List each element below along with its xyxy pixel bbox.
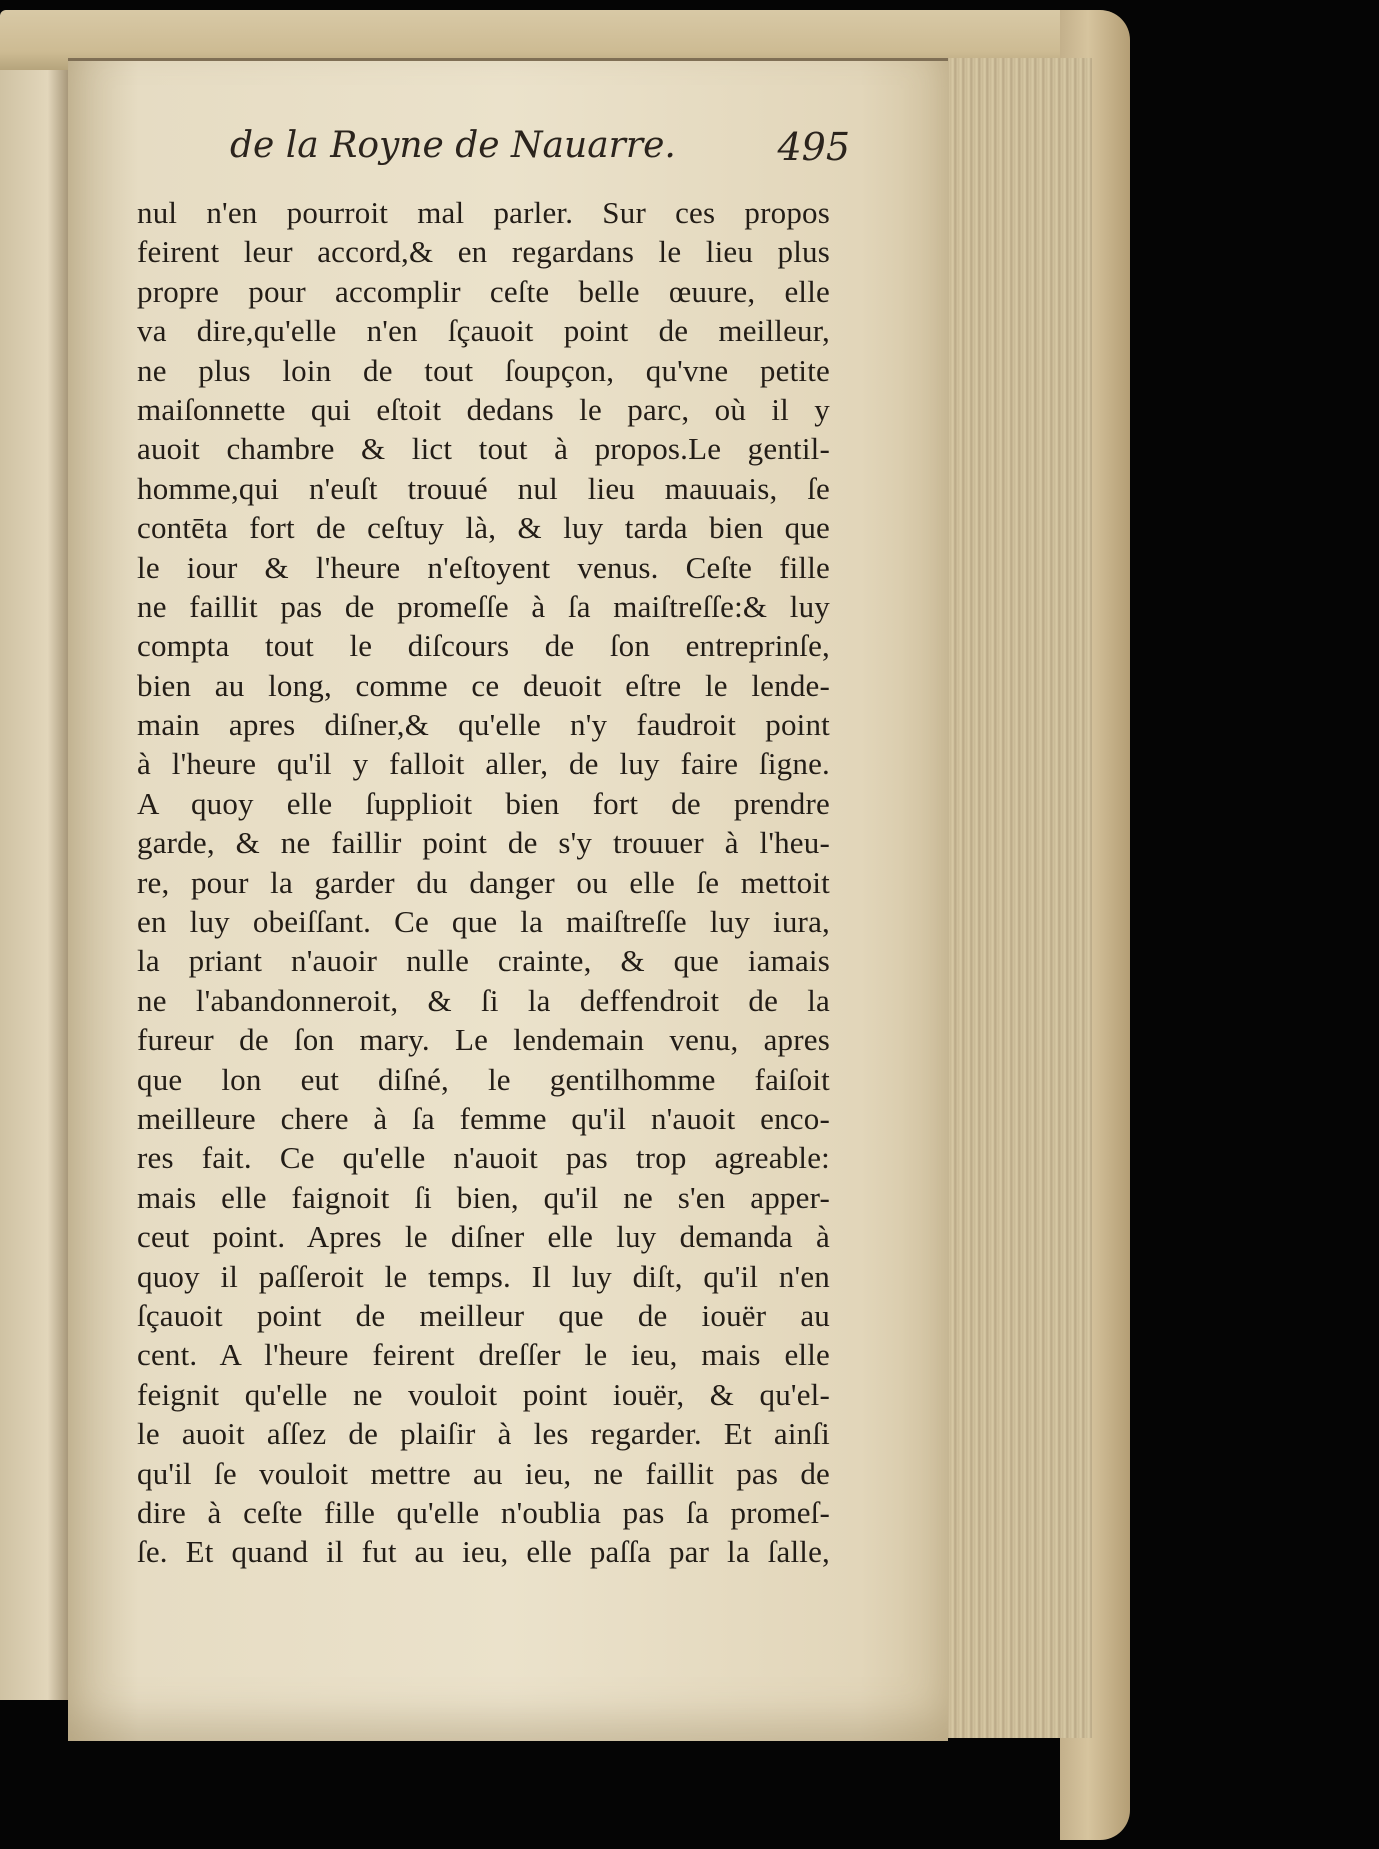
text-line: main apres diſner,& qu'elle n'y faudroit point <box>137 707 830 743</box>
text-line: ne plus loin de tout ſoupçon, qu'vne petite <box>137 352 830 388</box>
text-line: ne l'abandonneroit, & ſi la deffendroit de la <box>137 982 830 1018</box>
text-line: compta tout le diſcours de ſon entreprinſe, <box>137 628 830 664</box>
text-line: meilleure chere à ſa femme qu'il n'auoit enco- <box>137 1100 830 1136</box>
text-line: maiſonnette qui eſtoit dedans le parc, où il y <box>137 391 830 427</box>
text-line: feignit qu'elle ne vouloit point iouër, & qu'el- <box>137 1376 830 1412</box>
text-line: bien au long, comme ce deuoit eſtre le lende- <box>137 667 830 703</box>
body-text <box>137 193 830 1572</box>
text-line: re, pour la garder du danger ou elle ſe mettoit <box>137 864 830 900</box>
text-line: ceut point. Apres le diſner elle luy demanda à <box>137 1219 830 1255</box>
text-line: garde, & ne faillir point de s'y trouuer à l'heu- <box>137 825 830 861</box>
page-number: 495 <box>777 125 850 169</box>
text-line: que lon eut diſné, le gentilhomme faiſoit <box>137 1061 830 1097</box>
text-line: qu'il ſe vouloit mettre au ieu, ne faillit pas de <box>137 1455 830 1491</box>
text-line: ne faillit pas de promeſſe à ſa maiſtreſſe:& luy <box>137 588 830 624</box>
text-line: A quoy elle ſupplioit bien fort de prendre <box>137 785 830 821</box>
text-line: le iour & l'heure n'eſtoyent venus. Ceſte fille <box>137 549 830 585</box>
text-line: le auoit aſſez de plaiſir à les regarder. Et ainſi <box>137 1416 830 1452</box>
text-line: mais elle faignoit ſi bien, qu'il ne s'en apper- <box>137 1179 830 1215</box>
text-line: dire à ceſte fille qu'elle n'oublia pas ſa promeſ- <box>137 1494 830 1530</box>
text-line: propre pour accomplir ceſte belle œuure, elle <box>137 273 830 309</box>
text-line: nul n'en pourroit mal parler. Sur ces propos <box>137 195 830 230</box>
text-line: la priant n'auoir nulle crainte, & que iamais <box>137 943 830 979</box>
text-line: auoit chambre & lict tout à propos.Le gentil- <box>137 431 830 467</box>
text-line: fureur de ſon mary. Le lendemain venu, apres <box>137 1022 830 1058</box>
text-line: res fait. Ce qu'elle n'auoit pas trop agreable: <box>137 1140 830 1176</box>
text-line: contēta fort de ceſtuy là, & luy tarda bien que <box>137 510 830 546</box>
text-line: feirent leur accord,& en regardans le lieu plus <box>137 234 830 270</box>
text-line: ſçauoit point de meilleur que de iouër au <box>137 1297 830 1333</box>
text-line: ſe. Et quand il fut au ieu, elle paſſa par la ſalle, <box>137 1534 830 1570</box>
text-line: va dire,qu'elle n'en ſçauoit point de meilleur, <box>137 313 830 349</box>
page-header <box>230 125 850 185</box>
text-line: cent. A l'heure feirent dreſſer le ieu, mais elle <box>137 1337 830 1373</box>
text-line: en luy obeiſſant. Ce que la maiſtreſſe luy iura, <box>137 904 830 940</box>
running-head: de la Royne de Nauarre. <box>230 125 676 166</box>
facing-page-edge <box>0 70 70 1700</box>
page-block-edges <box>940 58 1092 1738</box>
text-line: à l'heure qu'il y falloit aller, de luy faire ſigne. <box>137 746 830 782</box>
text-line: quoy il paſſeroit le temps. Il luy diſt, qu'il n'en <box>137 1258 830 1294</box>
text-line: homme,qui n'euſt trouué nul lieu mauuais, ſe <box>137 470 830 506</box>
